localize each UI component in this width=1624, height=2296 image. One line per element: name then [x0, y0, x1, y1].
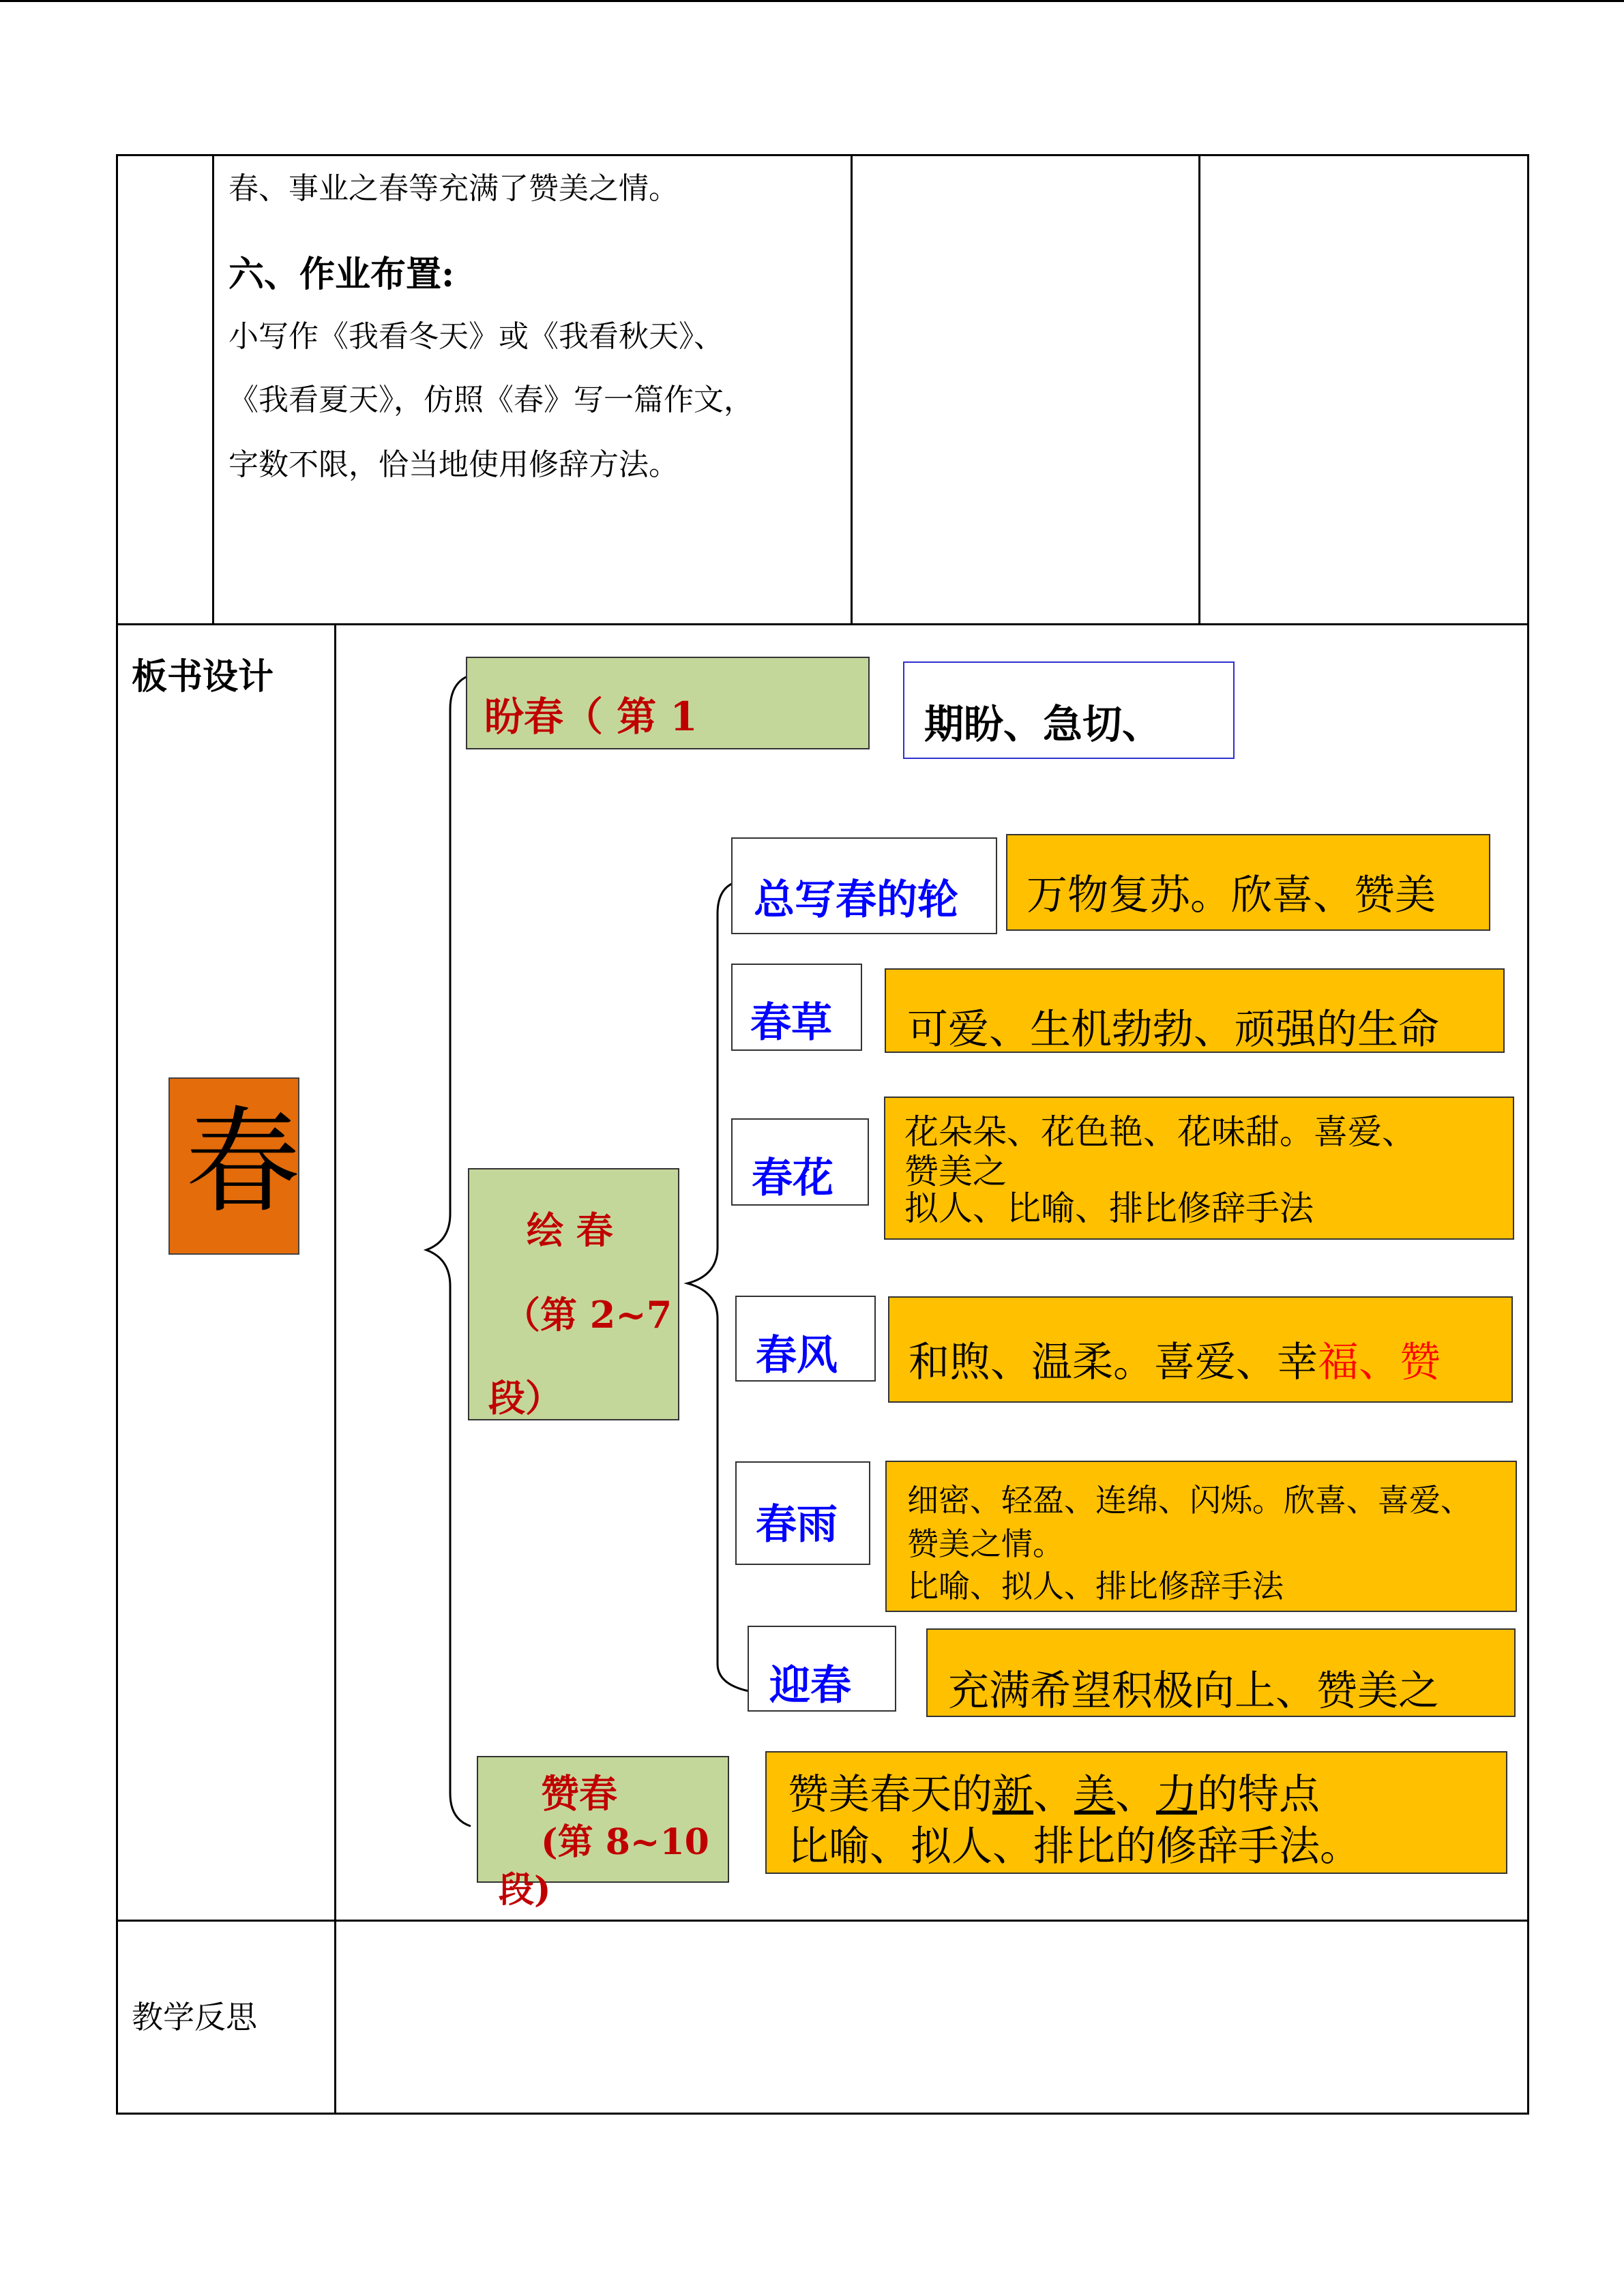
zan-chun-line: (第 8~10: [541, 1821, 709, 1863]
summary-line: 春、事业之春等充满了赞美之情。: [228, 171, 679, 206]
item-desc-line: 花朵朵、花色艳、花味甜。喜爱、: [904, 1112, 1416, 1152]
item-desc-line: 细密、轻盈、连绵、闪烁。欣喜、喜爱、: [907, 1482, 1472, 1519]
zan-chun-line: 段): [499, 1869, 551, 1911]
board-label: 板书设计: [132, 656, 274, 698]
item-desc: [909, 1330, 1441, 1388]
zan-chun-desc-line1: [788, 1762, 1320, 1821]
hui-chun-line: 段）: [488, 1376, 562, 1420]
zan-desc-text: 的特点: [1197, 1771, 1320, 1819]
homework-line: 字数不限，恰当地使用修辞方法。: [228, 447, 679, 482]
homework-line: 小写作《我看冬天》或《我看秋天》、: [228, 319, 724, 354]
homework-line: 《我看夏天》，仿照《春》写一篇作文，: [228, 383, 754, 417]
reflection-label: 教学反思: [132, 1999, 257, 2036]
homework-heading: 六、作业布置:: [228, 254, 455, 295]
zan-desc-keyword: 美: [1074, 1771, 1115, 1819]
zan-chun-line: 赞春: [541, 1772, 617, 1817]
item-label: 总写春的轮: [754, 876, 958, 924]
item-desc-line: 赞美之情。: [907, 1525, 1064, 1562]
pan-chun-desc: 期盼、急切、: [924, 701, 1162, 747]
item-desc: 充满希望积极向上、赞美之: [948, 1667, 1439, 1715]
item-desc-line: 拟人、比喻、排比修辞手法: [904, 1189, 1314, 1228]
item-desc-line: 赞美之: [904, 1152, 1007, 1191]
hui-chun-line: 绘 春: [527, 1208, 613, 1252]
item-label: 迎春: [769, 1662, 851, 1710]
central-char: 春: [186, 1095, 300, 1229]
item-label: 春草: [750, 999, 832, 1047]
zan-chun-box: [477, 1756, 729, 1911]
zan-chun-desc-line2: 比喻、拟人、排比的修辞手法。: [788, 1823, 1361, 1870]
item-desc: 万物复苏。欣喜、赞美: [1027, 871, 1436, 919]
item-desc-part: 和煦、温柔。喜爱、幸: [909, 1339, 1318, 1386]
item-label: 春雨: [756, 1501, 838, 1549]
hui-chun-line: （第 2~7: [503, 1293, 673, 1337]
pan-chun-title: 盼春（ 第 1: [484, 694, 698, 740]
item-label: 春风: [756, 1332, 838, 1380]
zan-desc-sep: 、: [1033, 1771, 1074, 1819]
zan-desc-keyword: 力: [1156, 1771, 1197, 1819]
item-desc: 可爱、生机勃勃、顽强的生命: [907, 1006, 1439, 1054]
zan-desc-keyword: 新: [992, 1771, 1033, 1819]
zan-desc-text: 赞美春天的: [788, 1771, 992, 1819]
item-desc-line: 比喻、拟人、排比修辞手法: [907, 1568, 1284, 1605]
zan-desc-sep: 、: [1115, 1771, 1156, 1819]
item-desc-highlight: 福、赞: [1318, 1339, 1441, 1386]
item-label: 春花: [752, 1154, 833, 1202]
